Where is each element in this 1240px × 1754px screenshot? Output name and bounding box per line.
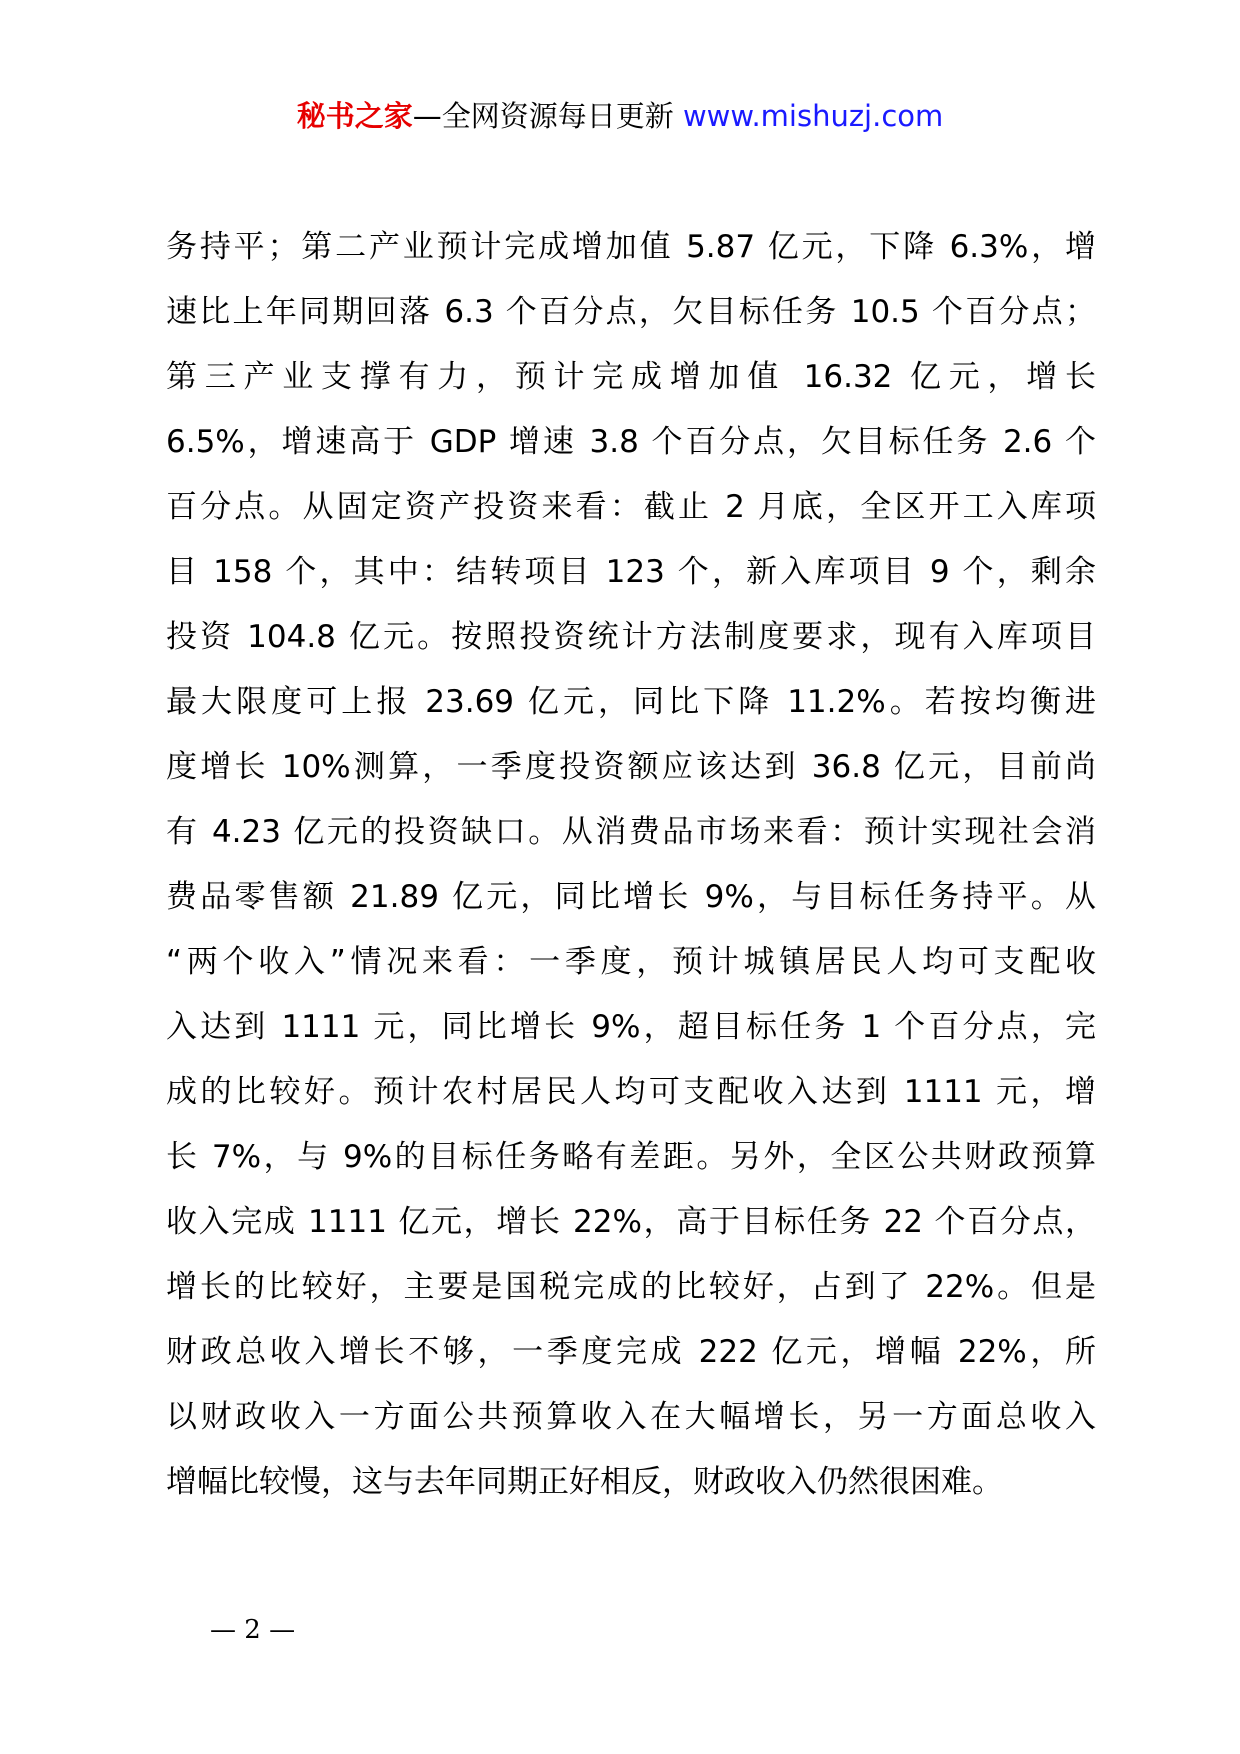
brand-name: 秘书之家 (296, 99, 413, 133)
body-line: 最大限度可上报 23.69 亿元，同比下降 11.2%。若按均衡进 (166, 684, 1096, 720)
body-line: 6.5%，增速高于 GDP 增速 3.8 个百分点，欠目标任务 2.6 个 (166, 424, 1096, 460)
page-number: — 2 — (210, 1615, 296, 1645)
body-line: 增幅比较慢，这与去年同期正好相反，财政收入仍然很困难。 (166, 1464, 1003, 1500)
header-tagline: —全网资源每日更新 (412, 99, 683, 133)
body-line: “两个收入”情况来看：一季度，预计城镇居民人均可支配收 (166, 944, 1096, 980)
body-line: 收入完成 1111 亿元，增长 22%，高于目标任务 22 个百分点， (166, 1204, 1096, 1240)
document-body (166, 215, 1096, 1515)
body-line: 务持平；第二产业预计完成增加值 5.87 亿元，下降 6.3%，增 (166, 229, 1096, 265)
body-line: 度增长 10%测算，一季度投资额应该达到 36.8 亿元，目前尚 (166, 749, 1096, 785)
body-line: 百分点。从固定资产投资来看：截止 2 月底，全区开工入库项 (166, 489, 1096, 525)
body-line: 目 158 个，其中：结转项目 123 个，新入库项目 9 个，剩余 (166, 554, 1096, 590)
body-line: 有 4.23 亿元的投资缺口。从消费品市场来看：预计实现社会消 (166, 814, 1096, 850)
site-url-link[interactable]: www.mishuzj.com (682, 99, 944, 133)
body-line: 财政总收入增长不够，一季度完成 222 亿元，增幅 22%，所 (166, 1334, 1096, 1370)
body-line: 以财政收入一方面公共预算收入在大幅增长，另一方面总收入 (166, 1399, 1096, 1435)
body-line: 增长的比较好，主要是国税完成的比较好，占到了 22%。但是 (166, 1269, 1096, 1305)
body-line: 投资 104.8 亿元。按照投资统计方法制度要求，现有入库项目 (166, 619, 1096, 655)
body-line: 费品零售额 21.89 亿元，同比增长 9%，与目标任务持平。从 (166, 879, 1096, 915)
page-header (0, 96, 1240, 136)
body-line: 速比上年同期回落 6.3 个百分点，欠目标任务 10.5 个百分点； (166, 294, 1096, 330)
body-line: 入达到 1111 元，同比增长 9%，超目标任务 1 个百分点，完 (166, 1009, 1096, 1045)
body-line: 成的比较好。预计农村居民人均可支配收入达到 1111 元，增 (166, 1074, 1096, 1110)
body-line: 长 7%，与 9%的目标任务略有差距。另外，全区公共财政预算 (166, 1139, 1096, 1175)
body-line: 第三产业支撑有力，预计完成增加值 16.32 亿元，增长 (166, 359, 1096, 395)
